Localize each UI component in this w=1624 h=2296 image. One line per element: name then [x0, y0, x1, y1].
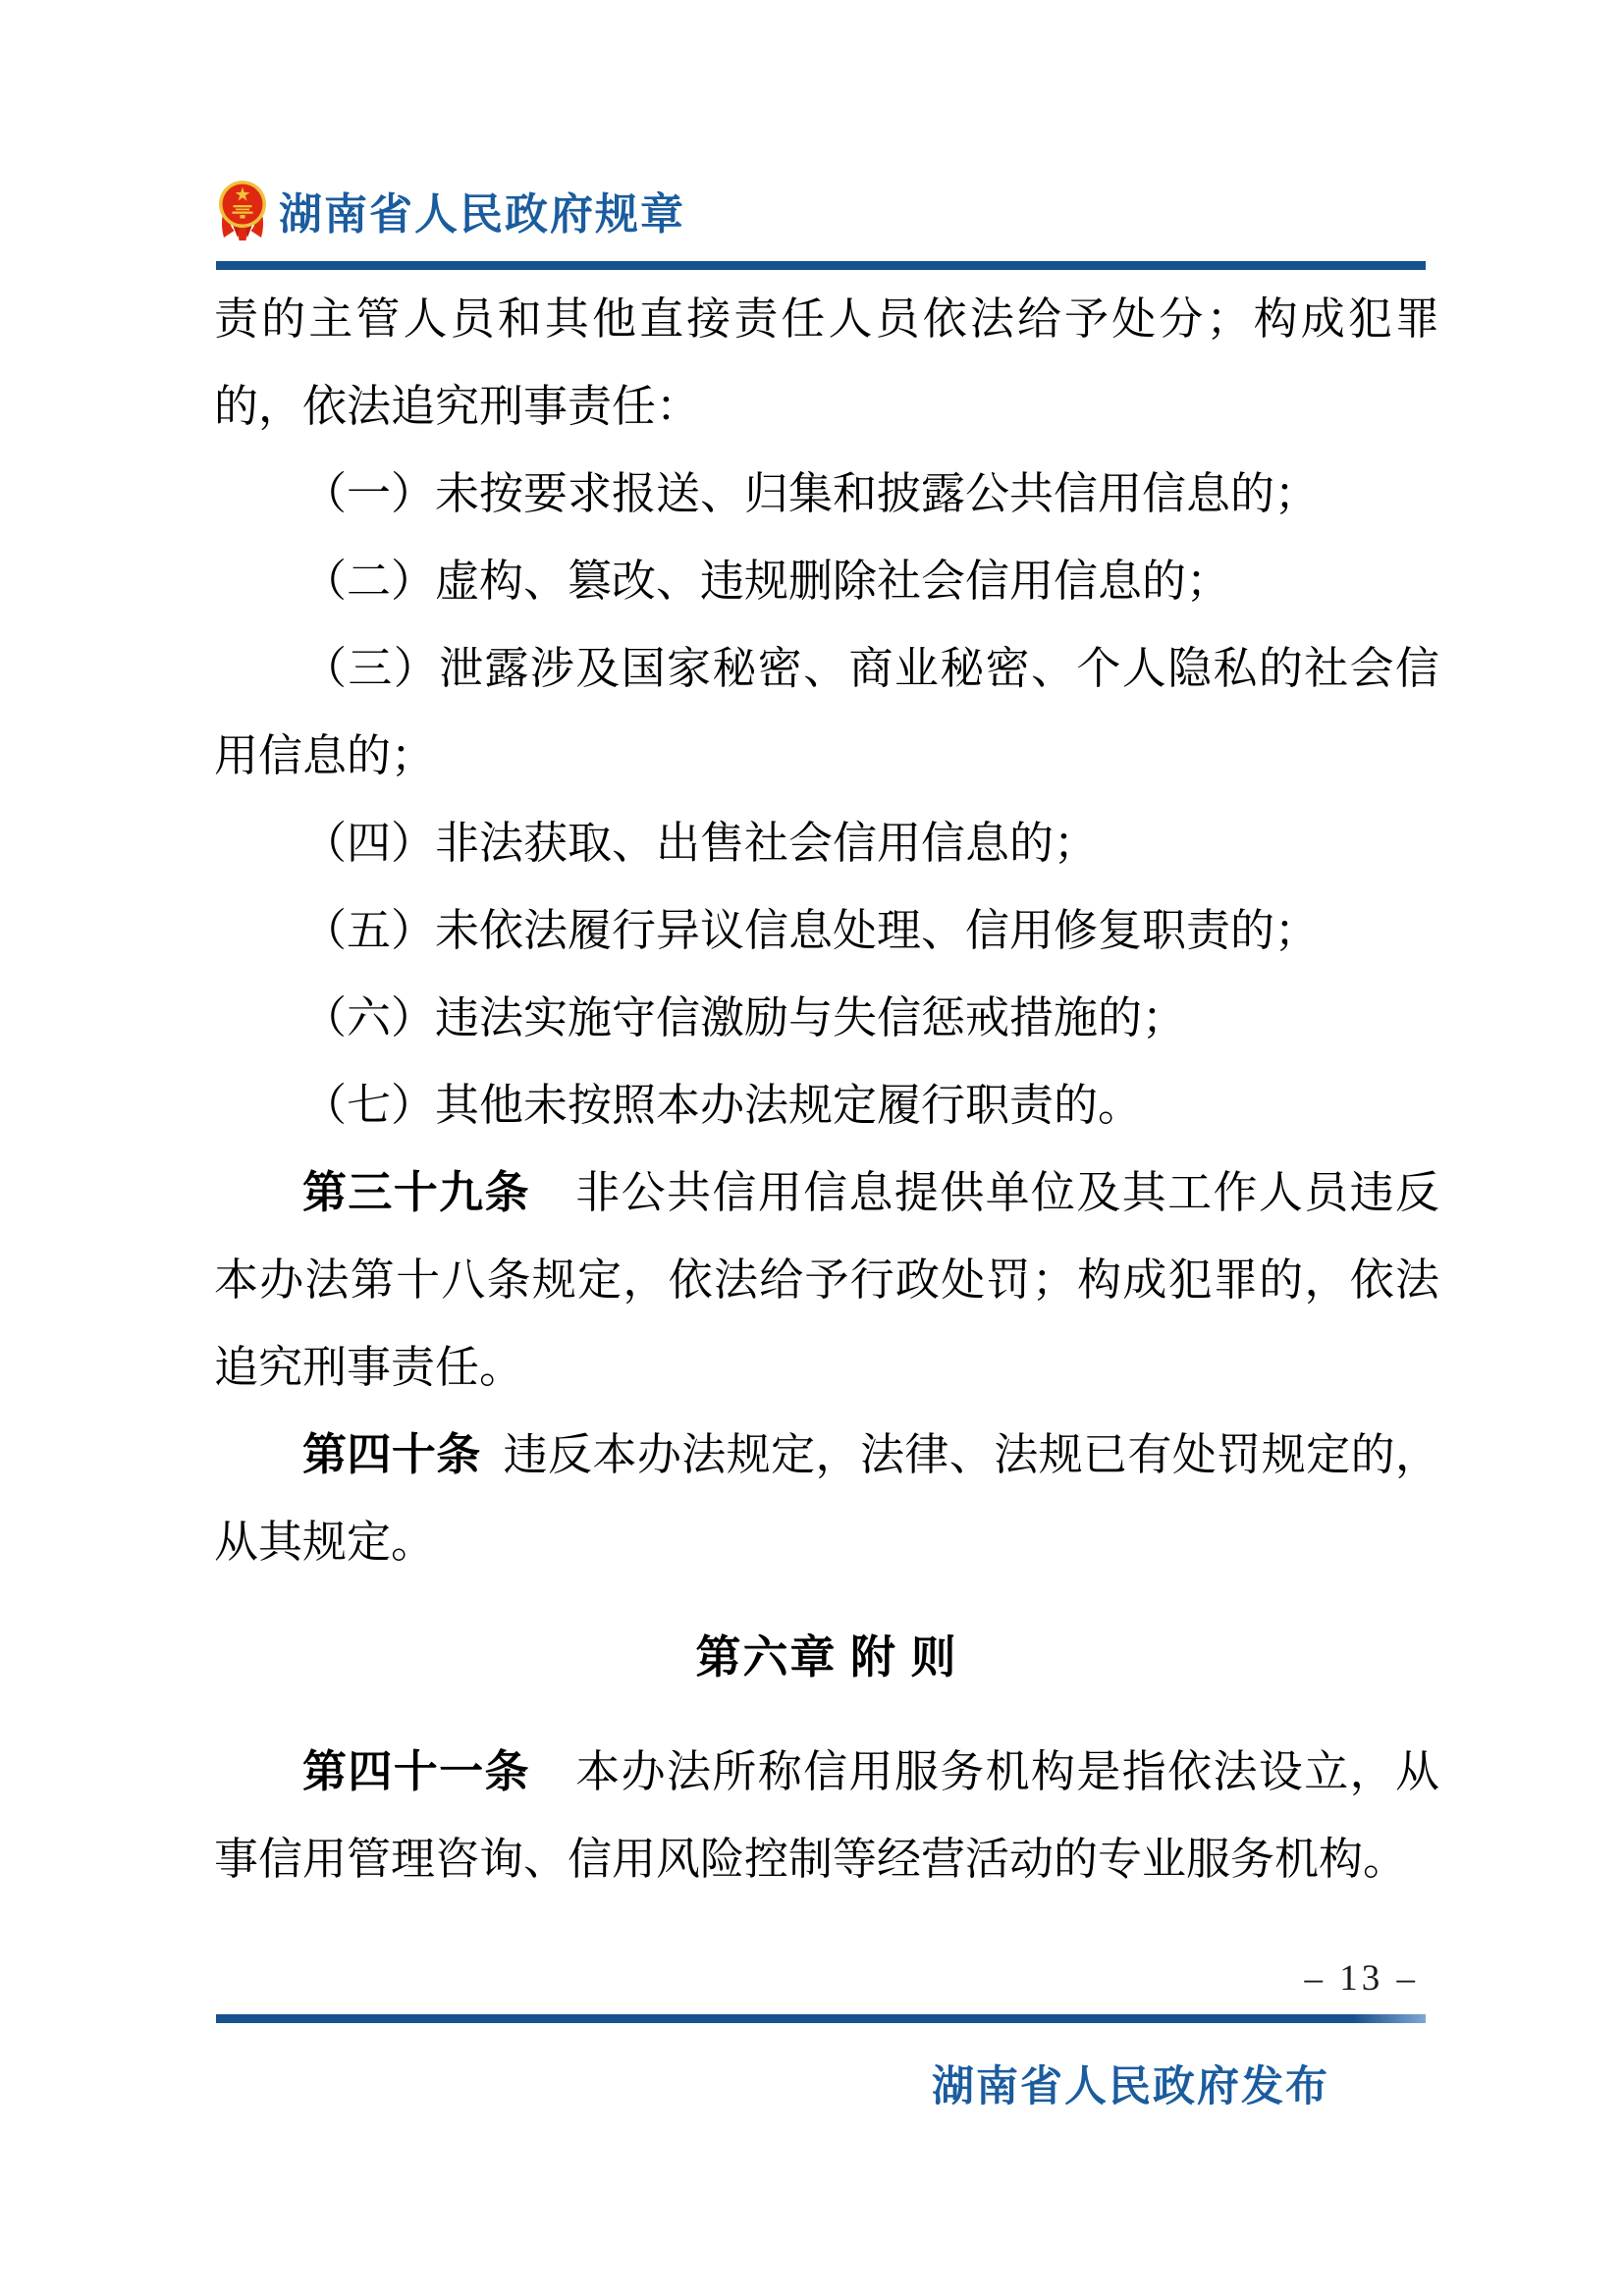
- list-item-2: （二）虚构、篡改、违规删除社会信用信息的；: [302, 557, 1231, 606]
- list-item-7: （七）其他未按照本办法规定履行职责的。: [302, 1081, 1143, 1130]
- article-40: [214, 1412, 1439, 1586]
- list-item-6: （六）违法实施守信激励与失信惩戒措施的；: [302, 993, 1187, 1042]
- article-41-number: 第四十一条: [302, 1747, 530, 1796]
- chapter-heading: 第六章 附 则: [695, 1632, 958, 1682]
- list-item-4: （四）非法获取、出售社会信用信息的；: [302, 819, 1099, 868]
- footer-divider: [216, 2014, 1426, 2023]
- page-title: 湖南省人民政府规章: [279, 190, 685, 239]
- publisher-label: 湖南省人民政府发布: [932, 2064, 1329, 2110]
- article-41-text: 本办法所称信用服务机构是指依法设立，从事信用管理咨询、信用风险控制等经营活动的专业服务机构。: [214, 1747, 1439, 1884]
- header-divider: [216, 261, 1426, 270]
- article-41: [214, 1729, 1439, 1903]
- list-item-1: （一）未按要求报送、归集和披露公共信用信息的；: [302, 469, 1320, 518]
- national-emblem-icon: [218, 180, 267, 241]
- article-40-number: 第四十条: [302, 1430, 481, 1479]
- article-39-number: 第三十九条: [302, 1168, 530, 1217]
- list-item-3: （三）泄露涉及国家秘密、商业秘密、个人隐私的社会信用信息的；: [214, 644, 1439, 780]
- paragraph-continuation: 责的主管人员和其他直接责任人员依法给予处分；构成犯罪的，依法追究刑事责任：: [214, 294, 1439, 431]
- page-number: – 13 –: [1304, 1958, 1419, 1999]
- page-header: [218, 179, 685, 241]
- list-item-5: （五）未依法履行异议信息处理、信用修复职责的；: [302, 906, 1320, 955]
- document-body: [214, 276, 1439, 1903]
- article-39-text: 非公共信用信息提供单位及其工作人员违反本办法第十八条规定，依法给予行政处罚；构成犯罪的，依法追究刑事责任。: [214, 1168, 1439, 1392]
- article-40-text: 违反本办法规定，法律、法规已有处罚规定的，从其规定。: [214, 1430, 1439, 1567]
- article-39: [214, 1149, 1439, 1412]
